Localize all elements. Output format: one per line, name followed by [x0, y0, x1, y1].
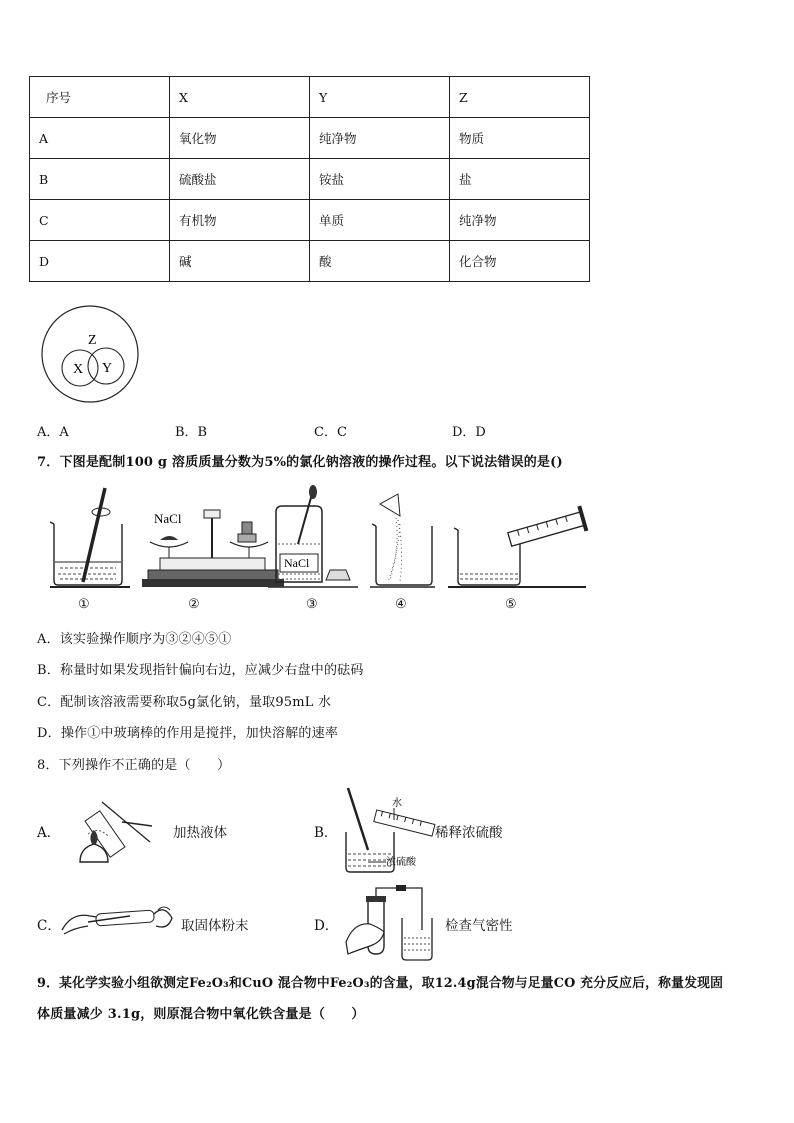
q7-option-a: A．该实验操作顺序为③②④⑤①	[37, 632, 232, 647]
table-cell: 纯净物	[310, 118, 450, 159]
question-9-line-1: 9．某化学实验小组欲测定Fe₂O₃和CuO 混合物中Fe₂O₃的含量，取12.4g混合物与足量CO 充分反应后，称量发现固	[37, 976, 724, 991]
table-row	[30, 241, 590, 282]
q8-option-b-letter: B．	[314, 825, 338, 841]
beaker-stirring-icon	[50, 488, 122, 585]
q7-option-b: B．称量时如果发现指针偏向右边，应减少右盘中的砝码	[37, 663, 364, 678]
question-9-line-2: 体质量减少 3.1g，则原混合物中氧化铁含量是（ ）	[37, 1007, 365, 1022]
table-header-row	[30, 77, 590, 118]
balance-icon	[142, 510, 284, 587]
table-cell: 硫酸盐	[170, 159, 310, 200]
table-cell: A	[30, 118, 170, 159]
q6-option-b: B．B	[175, 425, 208, 440]
table-header-cell: X	[170, 77, 310, 118]
q6-option-c: C．C	[314, 425, 347, 440]
table-cell: 盐	[450, 159, 590, 200]
venn-label-y: Y	[102, 361, 113, 376]
water-label: 水	[392, 798, 402, 809]
step-5-label: ⑤	[505, 597, 517, 612]
q6-option-d: D．D	[452, 425, 486, 440]
classification-table	[29, 76, 590, 282]
venn-label-x: X	[73, 362, 84, 377]
step-2-label: ②	[188, 597, 200, 612]
table-cell: 铵盐	[310, 159, 450, 200]
q8-option-d-text: 检查气密性	[445, 918, 513, 934]
graduated-cylinder-icon	[454, 505, 588, 585]
airtightness-check-icon	[344, 882, 436, 964]
q8-option-a-text: 加热液体	[173, 825, 227, 841]
conc-acid-label: 浓硫酸	[386, 857, 416, 868]
q7-option-d: D．操作①中玻璃棒的作用是搅拌，加快溶解的速率	[37, 726, 339, 741]
solution-preparation-figure	[40, 484, 600, 594]
q8-option-c-text: 取固体粉末	[181, 918, 249, 934]
table-cell: 纯净物	[450, 200, 590, 241]
table-cell: D	[30, 241, 170, 282]
table-cell: 物质	[450, 118, 590, 159]
taking-powder-icon	[60, 900, 176, 940]
q8-option-c-letter: C．	[37, 918, 61, 934]
table-cell: 氧化物	[170, 118, 310, 159]
diluting-acid-icon	[340, 784, 440, 874]
table-cell: 酸	[310, 241, 450, 282]
step-4-label: ④	[395, 597, 407, 612]
table-header-cell: Z	[450, 77, 590, 118]
table-row	[30, 200, 590, 241]
q6-option-a: A．A	[37, 425, 69, 440]
nacl-bottle-label: NaCl	[284, 556, 310, 570]
table-row	[30, 118, 590, 159]
heating-liquid-icon	[62, 792, 162, 872]
q8-option-d-letter: D．	[314, 918, 339, 934]
table-row	[30, 159, 590, 200]
q7-option-c: C．配制该溶液需要称取5g氯化钠，量取95mL 水	[37, 695, 332, 710]
table-cell: 碱	[170, 241, 310, 282]
table-header-cell: 序号	[30, 77, 170, 118]
reagent-bottle-icon	[276, 485, 350, 582]
table-cell: C	[30, 200, 170, 241]
q8-option-a-letter: A．	[37, 825, 61, 841]
step-3-label: ③	[306, 597, 318, 612]
table-cell: 化合物	[450, 241, 590, 282]
table-cell: B	[30, 159, 170, 200]
venn-diagram	[40, 306, 144, 402]
venn-label-z: Z	[88, 333, 97, 348]
pouring-powder-icon	[372, 494, 432, 585]
step-1-label: ①	[78, 597, 90, 612]
question-8-stem: 8．下列操作不正确的是（ ）	[37, 758, 231, 773]
table-header-cell: Y	[310, 77, 450, 118]
nacl-label: NaCl	[154, 511, 182, 526]
table-cell: 单质	[310, 200, 450, 241]
table-cell: 有机物	[170, 200, 310, 241]
question-7-stem: 7．下图是配制100 g 溶质质量分数为5%的氯化钠溶液的操作过程。以下说法错误的是()	[37, 455, 563, 470]
q8-option-b-text: 稀释浓硫酸	[435, 825, 503, 841]
